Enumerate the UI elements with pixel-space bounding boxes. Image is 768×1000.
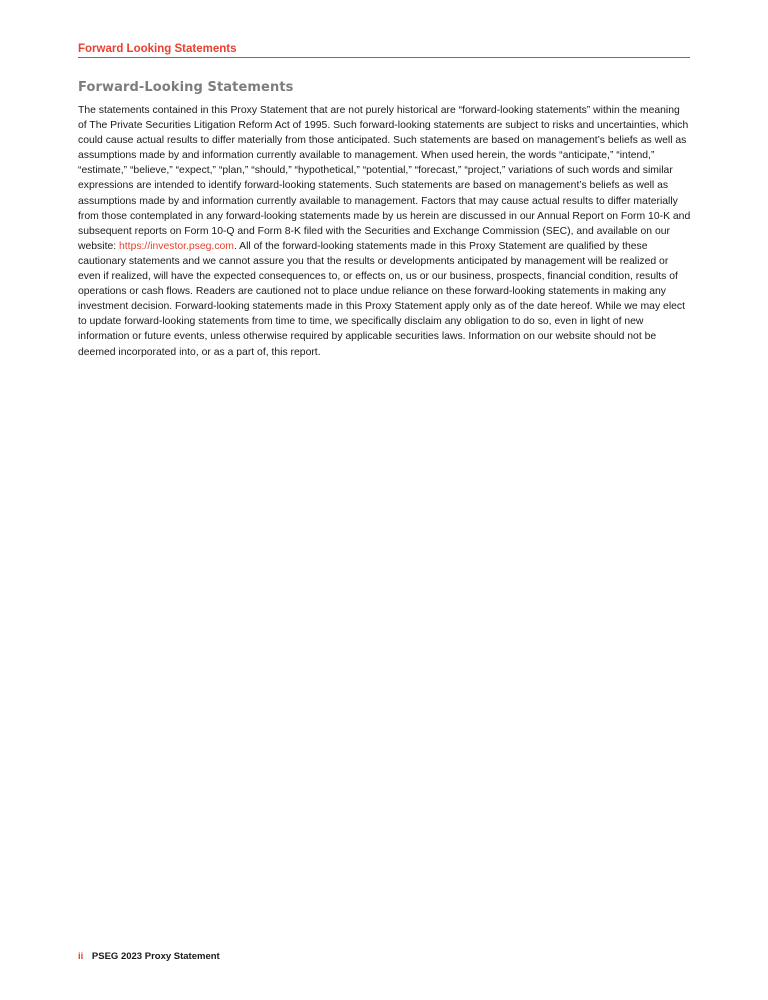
header-title: Forward Looking Statements xyxy=(78,43,237,55)
body-paragraph xyxy=(78,103,691,360)
page-header xyxy=(78,43,690,58)
page-number: ii xyxy=(78,951,84,962)
document-title: PSEG 2023 Proxy Statement xyxy=(91,951,220,962)
paragraph-text-after-link: . All of the forward-looking statements made in this Proxy Statement are qualified by these cautionary statements and we cannot assure you that the results or developments anticipated by management will be realized or even if realized, will have the expected consequences to, or effects on, us or our business, prospects, financial condition, results of operations or cash flows. Readers are cautioned not to place undue reliance on these forward-looking statements in making any investment decision. Forward-looking statements made in this Proxy Statement apply only as of the date hereof. While we may elect to update forward-looking statements from time to time, we specifically disclaim any obligation to do so, even in light of new information or future events, unless otherwise required by applicable securities laws. Information on our website should not be deemed incorporated into, or as a part of, this report. xyxy=(78,240,685,358)
investor-website-link[interactable]: https://investor.pseg.com xyxy=(119,240,234,252)
paragraph-text-before-link: The statements contained in this Proxy Statement that are not purely historical are “forward-looking statements” within the meaning of The Private Securities Litigation Reform Act of 1995. Such forward-looking statements are subject to risks and uncertainties, which could cause actual results to differ materially from those anticipated. Such statements are based on management’s beliefs as well as assumptions made by and information currently available to management. When used herein, the words “anticipate,” “intend,” “estimate,” “believe,” “expect,” “plan,” “should,” “hypothetical,” “potential,” “forecast,” “project,” variations of such words and similar expressions are intended to identify forward-looking statements. Such statements are based on management’s beliefs as well as assumptions made by and information currently available to management. Factors that may cause actual results to differ materially from those contemplated in any forward-looking statements made by us herein are discussed in our Annual Report on Form 10-K and subsequent reports on Form 10-Q and Form 8-K filed with the Securities and Exchange Commission (SEC), and available on our website: xyxy=(78,105,691,252)
section-heading: Forward-Looking Statements xyxy=(78,80,294,95)
page-footer xyxy=(78,951,220,963)
